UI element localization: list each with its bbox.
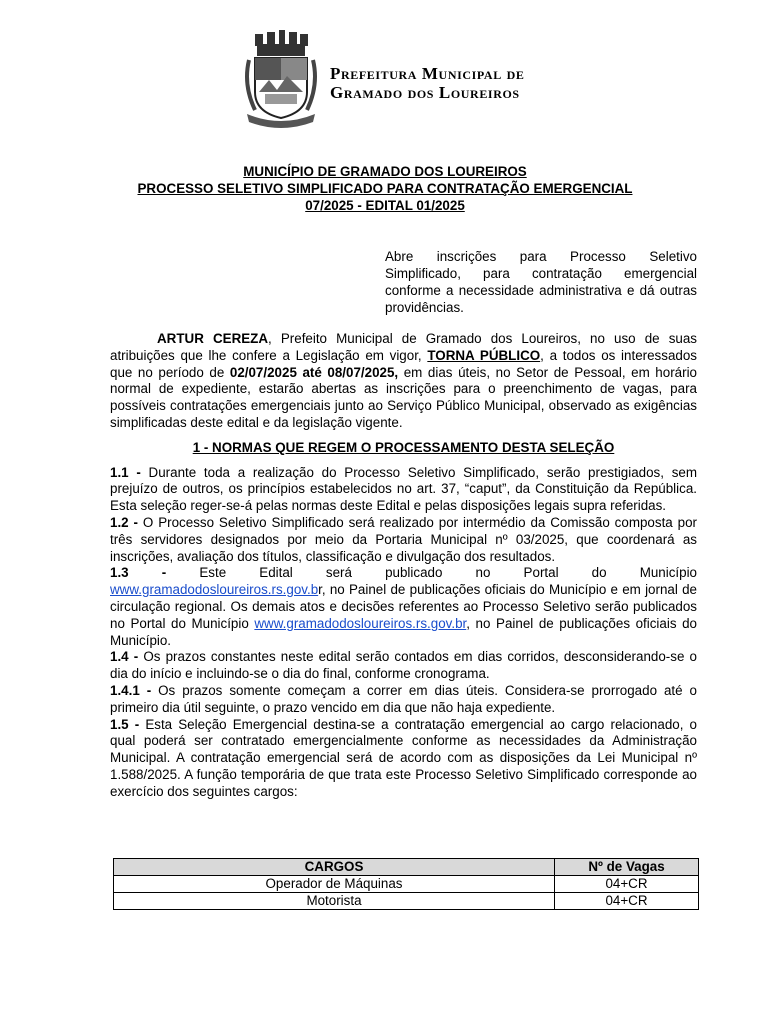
cargo-cell: Operador de Máquinas: [114, 876, 555, 893]
title-line-3: 07/2025 - EDITAL 01/2025: [305, 198, 465, 213]
org-name-line1: Prefeitura Municipal de: [330, 64, 525, 83]
document-title: [60, 163, 710, 214]
edital-abstract: Abre inscrições para Processo Seletivo Simplificado, para contratação emergencial conforme a necessidade administrativa e dá outras providências.: [385, 249, 697, 315]
item-1-5: 1.5 - Esta Seleção Emergencial destina-se a contratação emergencial ao cargo relacionado, o qual poderá ser contratado emergencialmente conforme as necessidades da Administração Municipal. A contratação emergencial será de acordo com as disposições da Lei Municipal nº 1.588/2025. A função temporária de que trata este Processo Seletivo Simplificado corresponde ao exercício dos seguintes cargos:: [110, 716, 698, 799]
column-header-cargos: CARGOS: [114, 859, 555, 876]
vagas-cell: 04+CR: [555, 893, 699, 910]
item-1-3-first-line: 1.3 - Este Edital será publicado no Portal do Município: [110, 565, 698, 581]
item-1-3: www.gramadodosloureiros.rs.gov.br, no Painel de publicações oficiais do Município e em jornal de circulação regional. Os demais atos e decisões referentes ao Processo Seletivo serão publicados no Portal do Município www.gramadodosloureiros.rs.gov.br, no Painel de publicações oficiais do Município.: [110, 582, 697, 648]
table-row: [114, 893, 699, 910]
item-1-4: 1.4 - Os prazos constantes neste edital serão contados em dias corridos, desconsiderando-se o dia do início e incluindo-se o dia do final, conforme cronograma.: [110, 649, 697, 682]
org-name-line2: Gramado dos Loureiros: [330, 83, 520, 102]
mayor-name: ARTUR CEREZA: [157, 331, 269, 346]
title-line-2: PROCESSO SELETIVO SIMPLIFICADO PARA CONTRATAÇÃO EMERGENCIAL: [137, 181, 633, 196]
title-line-1: MUNICÍPIO DE GRAMADO DOS LOUREIROS: [243, 164, 527, 179]
portal-link-1[interactable]: www.gramadodosloureiros.rs.gov.b: [110, 582, 319, 598]
cargo-cell: Motorista: [114, 893, 555, 910]
edital-body: [110, 331, 697, 801]
cargos-table: [113, 858, 699, 910]
item-1-2: 1.2 - O Processo Seletivo Simplificado será realizado por intermédio da Comissão composta por três servidores designados por meio da Portaria Municipal nº 03/2025, que coordenará as inscrições, avaliação dos títulos, classificação e divulgação dos resultados.: [110, 514, 697, 564]
item-1-4-1: 1.4.1 - Os prazos somente começam a correr em dias úteis. Considera-se prorrogado até o primeiro dia útil seguinte, o prazo vencido em dia que não haja expediente.: [110, 682, 697, 715]
portal-link-2[interactable]: www.gramadodosloureiros.rs.gov.br: [254, 615, 467, 631]
torna-publico: TORNA PÚBLICO: [427, 347, 541, 363]
registration-period: 02/07/2025 até 08/07/2025,: [229, 364, 399, 380]
organization-name: [330, 64, 525, 102]
table-row: [114, 876, 699, 893]
section-1-heading: 1 - NORMAS QUE REGEM O PROCESSAMENTO DESTA SELEÇÃO: [192, 439, 615, 455]
column-header-vagas: Nº de Vagas: [555, 859, 699, 876]
table-header-row: [114, 859, 699, 876]
municipal-crest-logo: [243, 30, 319, 128]
item-1-1: 1.1 - Durante toda a realização do Processo Seletivo Simplificado, serão prestigiados, sem prejuízo de outros, os princípios estabelecidos no art. 37, “caput”, da Constituição da República. Esta seleção reger-se-á pelas normas deste Edital e pelas disposições legais supra referidas.: [110, 464, 698, 514]
vagas-cell: 04+CR: [555, 876, 699, 893]
intro-paragraph: ARTUR CEREZA, Prefeito Municipal de Gramado dos Loureiros, no uso de suas atribuições que lhe confere a Legislação em vigor, TORNA PÚBLICO, a todos os interessados que no período de 02/07/2025 até 08/07/2025, em dias úteis, no Setor de Pessoal, em horário normal de expediente, estarão abertas as inscrições para o preenchimento de vagas, para possíveis contratações emergenciais junto ao Serviço Público Municipal, observado as exigências simplificadas deste edital e da legislação vigente.: [110, 331, 697, 430]
